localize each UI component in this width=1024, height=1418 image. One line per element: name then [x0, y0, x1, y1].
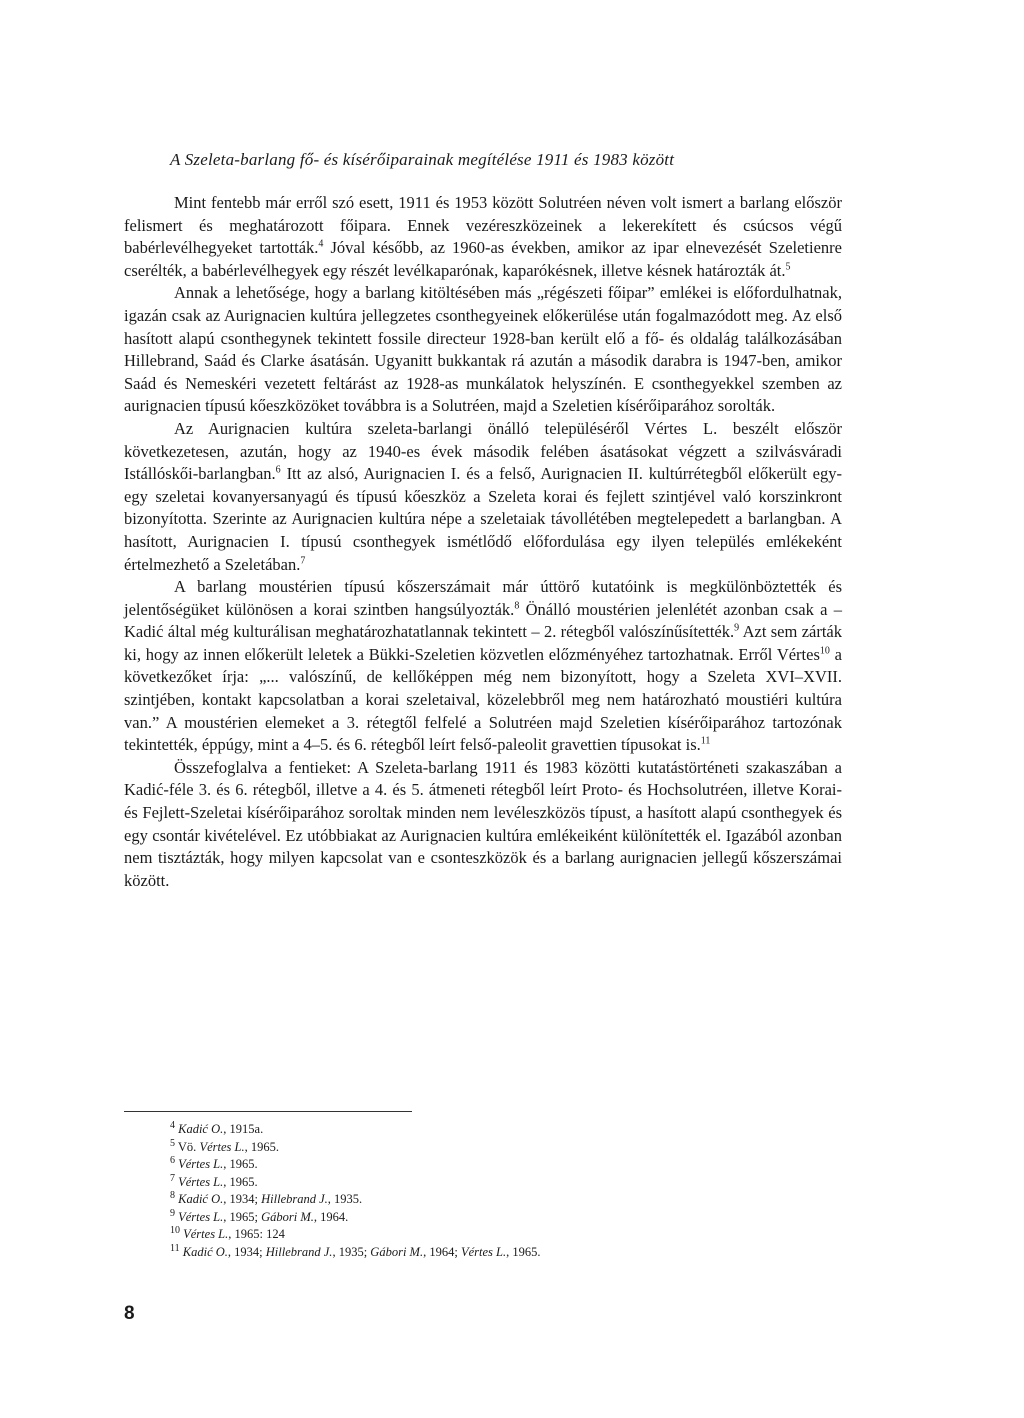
footnote-reference: 10: [819, 645, 830, 657]
footnote-reference: 5: [785, 261, 791, 273]
footnote-number: 4: [170, 1119, 175, 1131]
author-name: Vértes L.: [178, 1209, 224, 1224]
footnote: [170, 1139, 770, 1157]
text-run: , 1934;: [227, 1244, 266, 1259]
footnote: [170, 1156, 770, 1174]
footnote-number: 10: [170, 1224, 180, 1236]
text-run: , 1935.: [327, 1192, 363, 1206]
text-run: , 1964.: [313, 1209, 349, 1224]
text-run: A barlang moustérien típusú kőszerszámait már úttörő kutatóink is megkülönböztették és jelentőségüket különösen a korai szintben hangsúlyozták.: [124, 577, 842, 619]
text-run: , 1965.: [506, 1244, 541, 1259]
text-run: , 1965;: [223, 1209, 262, 1224]
author-name: Vértes L.: [183, 1227, 229, 1241]
footnote-number: 9: [170, 1207, 175, 1219]
author-name: Gábori M.: [261, 1209, 314, 1224]
footnote-number: 7: [170, 1172, 175, 1184]
text-run: , 1915a.: [223, 1122, 264, 1136]
text-run: Annak a lehetősége, hogy a barlang kitöltésében más „régészeti főipar” emlékei is előfordulhatnak, igazán csak az Aurignacien kultúra jellegzetes csonthegyeinek előkerülése után fogalmazódott meg. Az első hasított alapú csonthegynek tekintett fossile directeur 1928-ban került elő a fő- és oldalág találkozásában Hillebrand, Saád és Clarke ásatásán. Ugyanitt bukkantak rá azután a második darabra is 1947-ben, amikor Saád és Nemeskéri vezetett feltárást az 1928-as munkálatok helyszínén. E csonthegyekkel szemben az aurignacien típusú kőeszközöket továbbra is a Solutréen, majd a Szeletien kísérőiparához sorolták.: [124, 283, 842, 416]
footnote: [170, 1244, 770, 1262]
paragraph: [124, 418, 842, 576]
footnote: [170, 1226, 770, 1244]
body-text: [124, 192, 842, 892]
page-number: 8: [124, 1303, 135, 1324]
author-name: Vértes L.: [178, 1174, 224, 1189]
footnote-reference: 8: [514, 600, 520, 612]
text-run: , 1965.: [244, 1139, 279, 1154]
author-name: Kadić O.: [178, 1192, 224, 1206]
footnote-number: 5: [170, 1137, 175, 1149]
text-run: , 1965.: [223, 1157, 258, 1171]
author-name: Kadić O.: [178, 1122, 224, 1136]
author-name: Vértes L.: [199, 1139, 245, 1154]
paragraph: [124, 576, 842, 757]
author-name: Vértes L.: [178, 1157, 224, 1171]
footnote-number: 11: [170, 1242, 180, 1254]
footnotes: [170, 1121, 770, 1261]
text-run: Összefoglalva a fentieket: A Szeleta-barlang 1911 és 1983 közötti kutatástörténeti szakaszában a Kadić-féle 3. és 6. rétegből, illetve a 4. és 5. átmeneti rétegből leírt Proto- és Hochsolutréen, illetve Korai- és Fejlett-Szeletai kísérőiparához soroltak minden nem levéleszközös típust, a hasított alapú csonthegyek és egy csontár kivételével. Ez utóbbiakat az Aurignacien kultúra emlékeiként különítették el. Igazából azonban nem tisztázták, hogy milyen kapcsolat van e csonteszközök és a barlang aurignacien jellegű kőszerszámai között.: [124, 757, 842, 890]
page-title: A Szeleta-barlang fő- és kísérőiparainak megítélése 1911 és 1983 között: [170, 150, 675, 169]
footnote-reference: 6: [275, 464, 281, 476]
footnote: [170, 1121, 770, 1139]
text-run: Az Aurignacien kultúra szeleta-barlangi önálló településéről Vértes L. beszélt először következetesen, azután, hogy az 1940-es évek második felében ásatásokat végzett a szilvásváradi Istállóskői-barlangban.: [124, 418, 842, 484]
text-run: , 1964;: [423, 1244, 461, 1259]
paragraph: [124, 282, 842, 418]
footnote-number: 8: [170, 1189, 175, 1201]
text-run: Mint fentebb már erről szó esett, 1911 és 1953 között Solutréen néven volt ismert a barlang először felismert és meghatározott főipara. Ennek vezéreszközeinek a lekerekített és csúcsos végű babérlevélhegyeket tartották.: [124, 193, 842, 258]
footnote-reference: 4: [318, 238, 324, 250]
author-name: Vértes L.: [460, 1244, 507, 1259]
text-run: , 1965.: [223, 1174, 258, 1189]
text-run: Jóval később, az 1960-as években, amikor az ipar elnevezését Szeletienre cserélték, a babérlevélhegyek egy részét levélkaparónak, kaparókésnek, illetve késnek határozták át.: [124, 238, 842, 280]
footnote: [170, 1209, 770, 1227]
text-run: , 1935;: [332, 1244, 371, 1259]
author-name: Hillebrand J.: [261, 1192, 328, 1206]
text-run: , 1934;: [223, 1192, 262, 1206]
paragraph: [124, 192, 842, 282]
paragraph: [124, 757, 842, 893]
text-run: Itt az alsó, Aurignacien I. és a felső, Aurignacien II. kultúrrétegből előkerült egy-egy szeletai kovanyersanyagú és típusú kőeszköz a Szeleta korai és fejlett szintjével való korszinkront bizonyította. Szerinte az Aurignacien kultúra népe a szeletaiak távollétében megtelepedett a barlangban. A hasított, Aurignacien I. típusú csonthegyek ismétlődő előfordulása egy ilyen település emlékeként értelmezhető a Szeletában.: [124, 464, 842, 574]
text-run: Azt sem zárták ki, hogy az innen előkerült leletek a Bükki-Szeletien közvetlen előzményéhez tartozhatnak. Erről Vértes: [124, 622, 842, 664]
footnote-separator: [124, 1111, 412, 1112]
footnote: [170, 1174, 770, 1192]
footnote-reference: 11: [700, 735, 711, 747]
text-run: Önálló moustérien jelenlétét azonban csak a – Kadić által még kulturálisan meghatározhatatlannak tekintett – 2. rétegből valószínűsítették.: [124, 599, 842, 642]
text-run: a következőket írja: „... valószínű, de kellőképpen még nem bizonyított, hogy a Szeleta XVI–XVII. szintjében, kontakt kapcsolatban a korai szeletaival, közelebbről meg nem határozható moustiéri kultúra van.” A moustérien elemeket a 3. rétegtől felfelé a Solutréen majd Szeletien kísérőiparához tartozónak tekintették, éppúgy, mint a 4–5. és 6. rétegből leírt felső-paleolit gravettien típusokat is.: [124, 644, 843, 755]
footnote: [170, 1191, 770, 1209]
text-run: Vö.: [177, 1139, 200, 1154]
footnote-reference: 9: [734, 622, 740, 634]
author-name: Hillebrand J.: [265, 1244, 333, 1259]
footnote-number: 6: [170, 1154, 175, 1166]
text-run: , 1965: 124: [228, 1227, 285, 1241]
author-name: Kadić O.: [182, 1244, 228, 1259]
footnote-reference: 7: [300, 555, 306, 566]
author-name: Gábori M.: [370, 1244, 424, 1259]
